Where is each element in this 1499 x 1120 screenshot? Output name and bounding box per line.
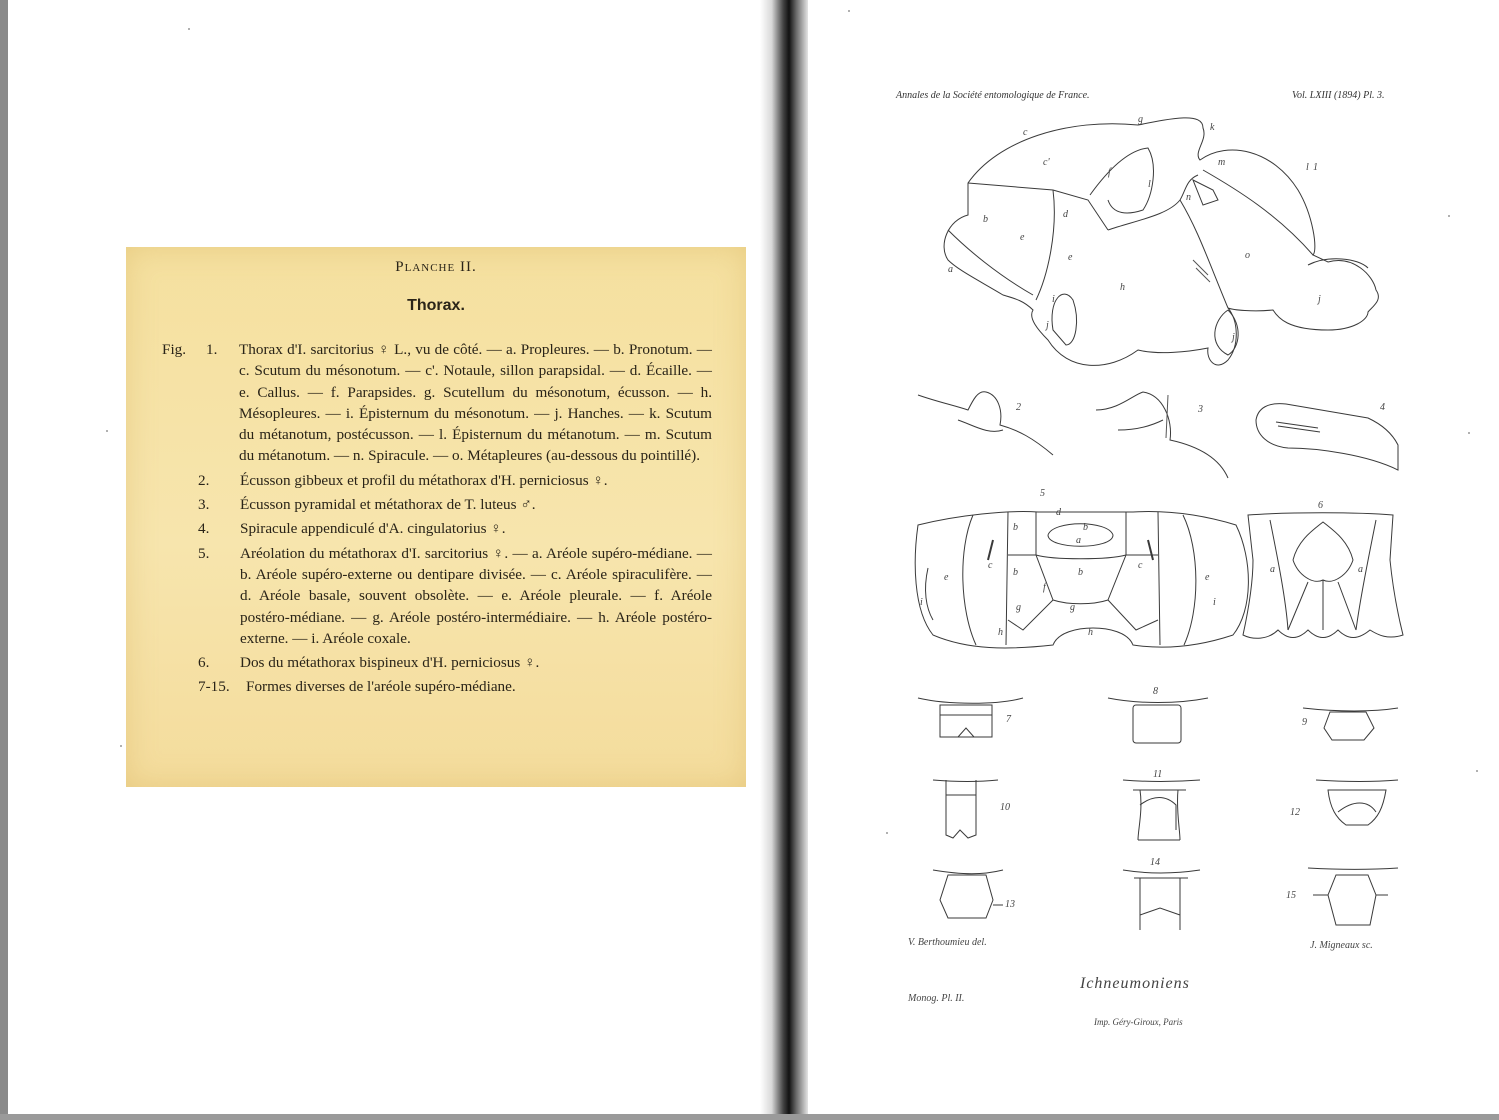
svg-text:e: e bbox=[944, 572, 949, 583]
fig-6-drawing bbox=[1243, 500, 1403, 638]
svg-text:9: 9 bbox=[1302, 717, 1307, 728]
svg-text:12: 12 bbox=[1290, 807, 1300, 818]
entry-text: Formes diverses de l'aréole supéro-médiane. bbox=[246, 678, 516, 696]
svg-text:n: n bbox=[1186, 192, 1191, 203]
svg-text:d: d bbox=[1063, 209, 1068, 220]
fig-8-drawing bbox=[1108, 686, 1208, 743]
fig-1-thorax-drawing bbox=[944, 114, 1378, 365]
svg-text:6: 6 bbox=[1318, 500, 1323, 511]
svg-text:m: m bbox=[1218, 157, 1226, 168]
fig-14-drawing bbox=[1123, 857, 1200, 930]
svg-text:f: f bbox=[1043, 582, 1046, 593]
legend-entry bbox=[162, 470, 712, 491]
svg-text:5: 5 bbox=[1040, 488, 1045, 499]
legend-entry bbox=[162, 543, 712, 649]
scan-speck bbox=[1476, 770, 1478, 772]
fig-prefix: Fig. bbox=[162, 341, 187, 358]
svg-text:j: j bbox=[1046, 320, 1049, 331]
svg-text:e: e bbox=[1205, 572, 1210, 583]
scan-speck bbox=[188, 28, 190, 30]
svg-text:11: 11 bbox=[1153, 769, 1163, 780]
legend-entry bbox=[162, 676, 712, 697]
svg-text:10: 10 bbox=[1000, 802, 1010, 813]
svg-text:b: b bbox=[1013, 567, 1018, 578]
svg-text:e: e bbox=[1068, 252, 1073, 263]
svg-text:b: b bbox=[983, 214, 988, 225]
engraver-credit: J. Migneaux sc. bbox=[1310, 940, 1373, 951]
svg-text:a: a bbox=[948, 264, 953, 275]
svg-text:i: i bbox=[920, 597, 923, 608]
entry-text: Aréolation du métathorax d'I. sarcitorius ♀. — a. Aréole supéro-médiane. — b. Aréole supéro-externe ou dentipare divisée. — c. Aréole spiraculifère. — d. Aréole basale, souvent obsolète. — e. Aréole pleurale. — f. Aréole postéro-médiane. — g. Aréole postéro-intermédiaire. — h. Aréole postéro-externe. — i. Aréole coxale. bbox=[240, 544, 712, 647]
svg-text:i: i bbox=[1213, 597, 1216, 608]
artist-credit: V. Berthoumieu del. bbox=[908, 937, 987, 948]
printer-credit: Imp. Géry-Giroux, Paris bbox=[1094, 1017, 1183, 1027]
entry-text: Thorax d'I. sarcitorius ♀ L., vu de côté. — a. Propleures. — b. Pronotum. — c. Scutum du mésonotum. — c'. Notaule, sillon parapsidal. — d. Écaille. — e. Callus. — f. Parapsides. g. Scutellum du mésonotum, écusson. — h. Mésopleures. — i. Épisternum du mésonotum. — j. Hanches. — k. Scutum du métanotum, postécusson. — l. Épisternum du métanotum. — m. Scutum du métanotum. — n. Spiracule. — o. Métapleures (au-dessous du pointillé). bbox=[239, 341, 712, 465]
svg-text:h: h bbox=[998, 627, 1003, 638]
scan-speck bbox=[886, 832, 888, 834]
svg-text:g: g bbox=[1016, 602, 1021, 613]
svg-text:f: f bbox=[1108, 167, 1111, 178]
fig-11-drawing bbox=[1123, 769, 1200, 840]
svg-text:h: h bbox=[1120, 282, 1125, 293]
fig-3-drawing bbox=[1096, 392, 1228, 478]
legend-entry bbox=[162, 518, 712, 539]
volume-header: Vol. LXIII (1894) Pl. 3. bbox=[1292, 90, 1385, 101]
entry-number: 7-15. bbox=[198, 678, 230, 696]
svg-text:k: k bbox=[1210, 122, 1215, 133]
svg-text:l: l bbox=[1148, 179, 1151, 190]
entry-number: 2. bbox=[198, 471, 210, 489]
scan-speck bbox=[106, 430, 108, 432]
legend-list bbox=[162, 339, 712, 701]
svg-text:h: h bbox=[1088, 627, 1093, 638]
svg-text:c: c bbox=[1138, 560, 1143, 571]
svg-text:l: l bbox=[1306, 162, 1309, 173]
legend-subtitle: Thorax. bbox=[407, 297, 465, 314]
svg-text:a: a bbox=[1270, 564, 1275, 575]
page-bottom-edge bbox=[0, 1114, 1499, 1120]
svg-text:d: d bbox=[1056, 507, 1061, 518]
svg-text:8: 8 bbox=[1153, 686, 1158, 697]
svg-text:c: c bbox=[1023, 127, 1028, 138]
svg-text:b: b bbox=[1013, 522, 1018, 533]
svg-text:4: 4 bbox=[1380, 402, 1385, 413]
scan-speck bbox=[120, 745, 122, 747]
fig-10-drawing bbox=[933, 780, 1010, 838]
plate-legend-scan bbox=[126, 247, 746, 787]
svg-text:a: a bbox=[1358, 564, 1363, 575]
svg-text:g: g bbox=[1070, 602, 1075, 613]
entry-number: 5. bbox=[198, 544, 210, 562]
legend-entry bbox=[162, 494, 712, 515]
svg-text:c: c bbox=[988, 560, 993, 571]
fig-9-drawing bbox=[1302, 708, 1398, 740]
svg-text:j: j bbox=[1232, 332, 1235, 343]
fig-4-drawing bbox=[1256, 402, 1398, 470]
entry-number: 3. bbox=[198, 496, 210, 514]
svg-text:j: j bbox=[1318, 294, 1321, 305]
legend-entry bbox=[162, 652, 712, 673]
legend-title: Planche II. bbox=[395, 259, 477, 275]
scan-speck bbox=[1468, 432, 1470, 434]
svg-text:b: b bbox=[1083, 522, 1088, 533]
svg-text:o: o bbox=[1245, 250, 1250, 261]
svg-text:15: 15 bbox=[1286, 890, 1296, 901]
entry-number: 1. bbox=[206, 341, 218, 358]
entry-number: 4. bbox=[198, 520, 210, 538]
entry-text: Écusson gibbeux et profil du métathorax d'H. perniciosus ♀. bbox=[240, 471, 608, 489]
fig-5-drawing bbox=[915, 488, 1248, 648]
journal-header: Annales de la Société entomologique de France. bbox=[896, 90, 1090, 101]
entry-text: Spiracule appendiculé d'A. cingulatorius ♀. bbox=[240, 520, 506, 538]
fig-15-drawing bbox=[1286, 868, 1398, 925]
entry-text: Écusson pyramidal et métathorax de T. luteus ♂. bbox=[240, 496, 536, 514]
fig-13-drawing bbox=[933, 870, 1015, 918]
svg-text:3: 3 bbox=[1198, 404, 1203, 415]
svg-text:i: i bbox=[1052, 294, 1055, 305]
svg-text:b: b bbox=[1078, 567, 1083, 578]
plate-reference: Monog. Pl. II. bbox=[908, 993, 965, 1004]
fig-7-drawing bbox=[918, 698, 1023, 737]
plate-figures bbox=[808, 0, 1499, 1120]
svg-text:a: a bbox=[1076, 535, 1081, 546]
svg-text:7: 7 bbox=[1006, 714, 1011, 725]
svg-text:c': c' bbox=[1043, 157, 1050, 168]
svg-text:14: 14 bbox=[1150, 857, 1160, 868]
svg-text:g: g bbox=[1138, 114, 1143, 125]
scan-speck bbox=[1448, 215, 1450, 217]
svg-text:13: 13 bbox=[1005, 899, 1015, 910]
entry-text: Dos du métathorax bispineux d'H. perniciosus ♀. bbox=[240, 654, 540, 672]
scan-speck bbox=[848, 10, 850, 12]
fig-2-drawing bbox=[918, 392, 1053, 455]
fig-12-drawing bbox=[1290, 780, 1398, 825]
svg-text:2: 2 bbox=[1016, 402, 1021, 413]
svg-text:e: e bbox=[1020, 232, 1025, 243]
legend-entry bbox=[162, 339, 712, 467]
fig-number: 1 bbox=[1313, 162, 1318, 173]
right-page bbox=[808, 0, 1499, 1120]
plate-title: Ichneumoniens bbox=[1080, 975, 1190, 992]
entry-number: 6. bbox=[198, 654, 210, 672]
